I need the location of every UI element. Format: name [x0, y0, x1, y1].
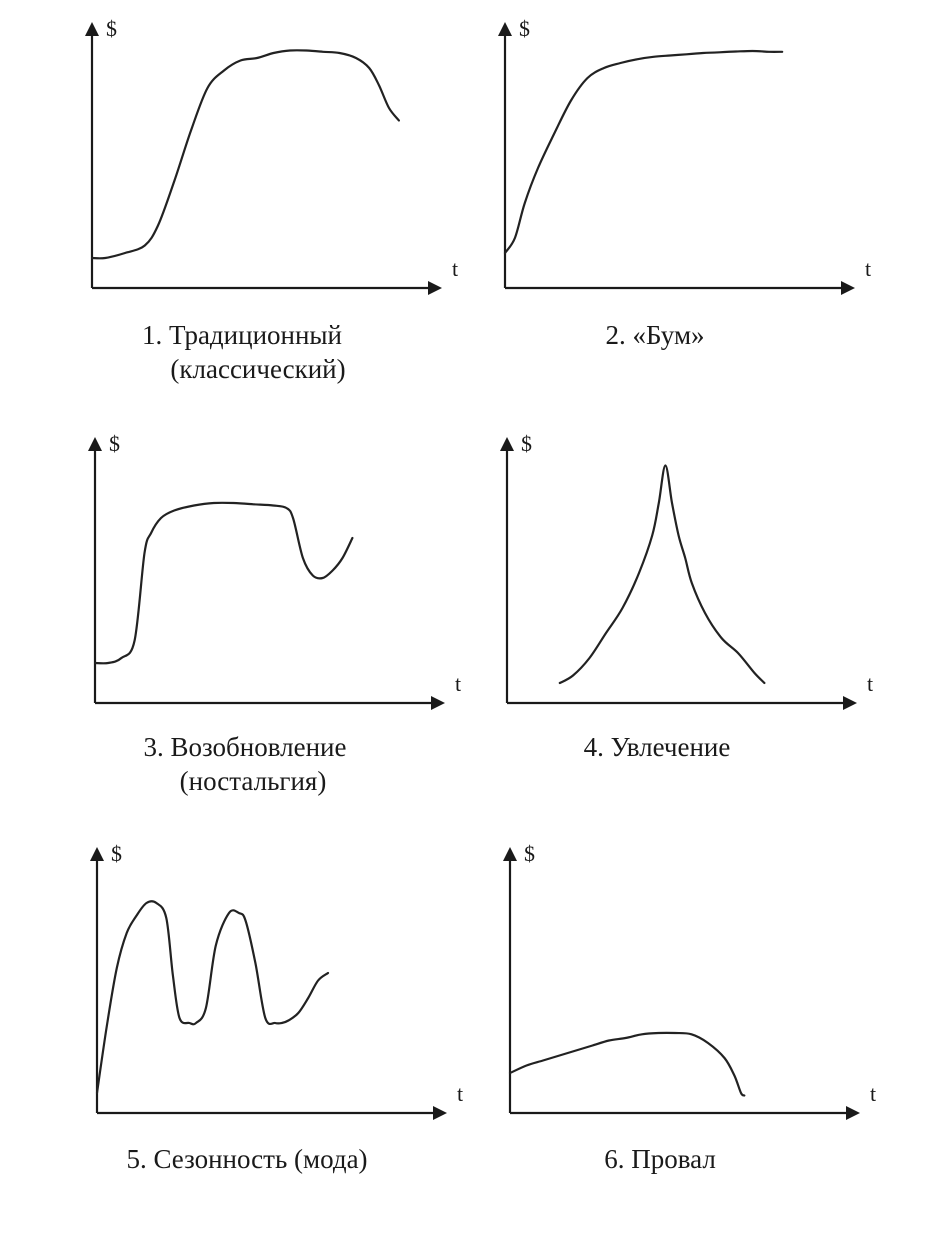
chart-3-xlabel: t [455, 671, 462, 696]
chart-5-x-arrow [433, 1106, 447, 1120]
chart-2-xlabel: t [865, 256, 872, 281]
chart-5-caption [57, 1142, 437, 1176]
chart-1-plot [52, 10, 472, 310]
chart-1-series-line-1 [92, 50, 399, 258]
chart-2-plot [465, 10, 885, 310]
chart-1-ylabel: $ [106, 16, 117, 41]
chart-6-series-line-1 [510, 1033, 744, 1096]
chart-2-ylabel: $ [519, 16, 530, 41]
chart-3-plot [55, 425, 475, 725]
chart-panel-1 [52, 10, 472, 410]
chart-2-x-arrow [841, 281, 855, 295]
chart-1-caption [52, 318, 432, 386]
chart-4-plot [467, 425, 887, 725]
chart-5-plot [57, 835, 477, 1135]
chart-3-x-arrow [431, 696, 445, 710]
chart-6-ylabel: $ [524, 841, 535, 866]
chart-5-y-arrow [90, 847, 104, 861]
chart-3-caption-line1: 3. Возобновление [143, 732, 347, 762]
chart-4-series-line-1 [560, 466, 765, 684]
chart-3-series-line-1 [95, 503, 352, 664]
chart-4-xlabel: t [867, 671, 874, 696]
chart-6-caption [470, 1142, 850, 1176]
chart-6-y-arrow [503, 847, 517, 861]
chart-6-plot [470, 835, 890, 1135]
chart-1-caption-line2: (классический) [170, 354, 346, 384]
chart-2-series-line-1 [505, 51, 782, 253]
chart-panel-3 [55, 425, 475, 825]
chart-3-y-arrow [88, 437, 102, 451]
chart-5-xlabel: t [457, 1081, 464, 1106]
chart-2-caption-line1: 2. «Бум» [605, 320, 705, 350]
chart-4-caption-line1: 4. Увлечение [583, 732, 731, 762]
chart-6-caption-line1: 6. Провал [604, 1144, 716, 1174]
chart-3-caption [55, 730, 435, 798]
chart-2-caption [465, 318, 845, 352]
chart-4-y-arrow [500, 437, 514, 451]
chart-3-caption-line2: (ностальгия) [179, 766, 327, 796]
chart-panel-6 [470, 835, 890, 1235]
chart-5-caption-line1: 5. Сезонность (мода) [126, 1144, 368, 1174]
chart-5-ylabel: $ [111, 841, 122, 866]
chart-2-y-arrow [498, 22, 512, 36]
chart-3-ylabel: $ [109, 431, 120, 456]
chart-5-series-line-1 [97, 901, 328, 1093]
chart-1-y-arrow [85, 22, 99, 36]
chart-1-caption-line1: 1. Традиционный [141, 320, 343, 350]
chart-6-x-arrow [846, 1106, 860, 1120]
chart-panel-4 [467, 425, 887, 825]
chart-panel-2 [465, 10, 885, 410]
chart-4-x-arrow [843, 696, 857, 710]
chart-1-xlabel: t [452, 256, 459, 281]
chart-panel-5 [57, 835, 477, 1235]
chart-1-x-arrow [428, 281, 442, 295]
chart-6-xlabel: t [870, 1081, 877, 1106]
chart-4-caption [467, 730, 847, 764]
chart-4-ylabel: $ [521, 431, 532, 456]
